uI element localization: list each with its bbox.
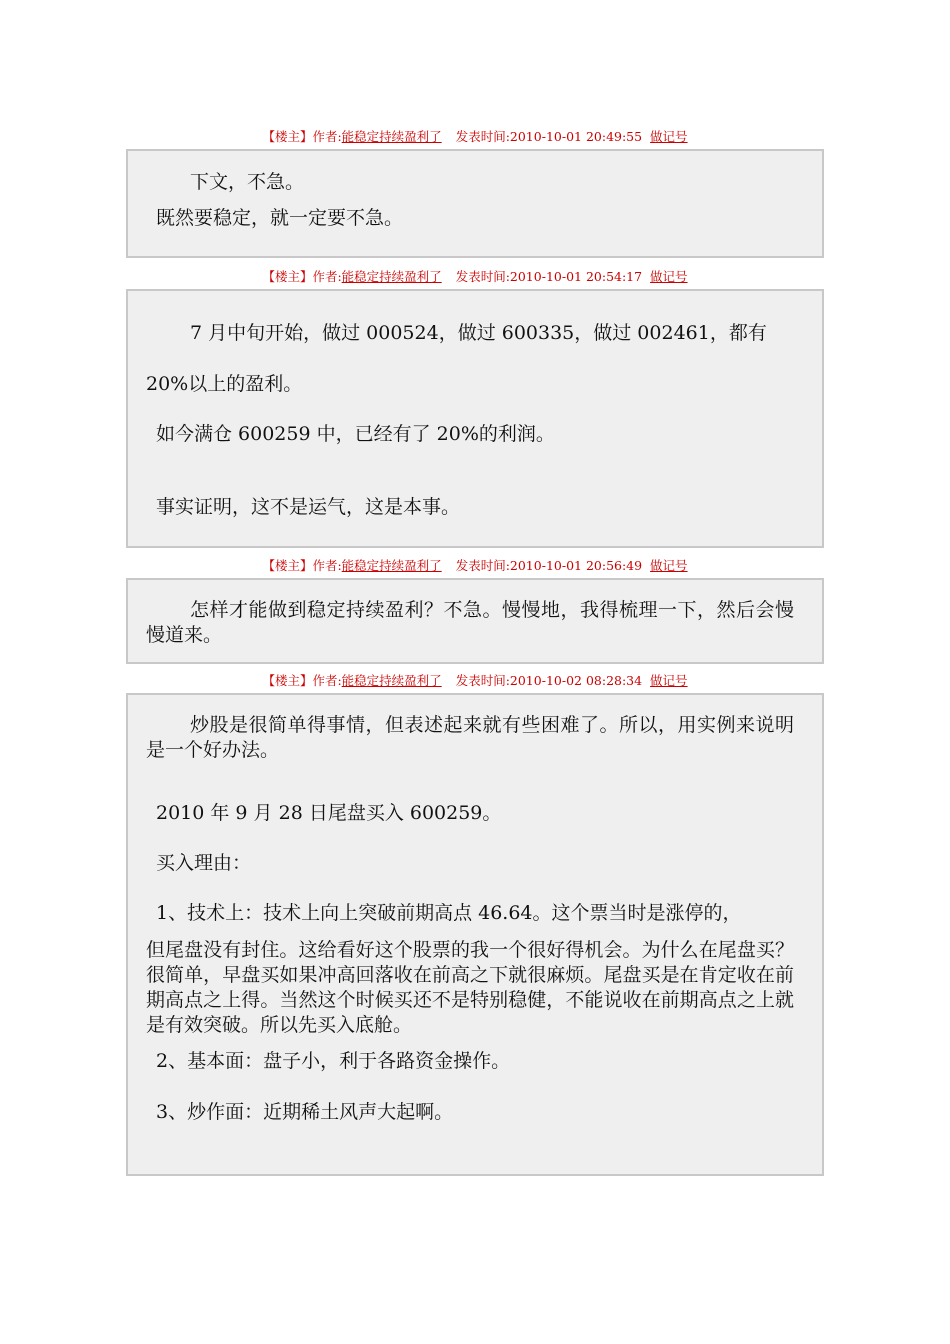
- post-line: 7 月中旬开始，做过 000524，做过 600335，做过 002461，都有: [190, 322, 767, 344]
- post-line: 下文，不急。: [190, 171, 305, 193]
- post-paragraph: 炒股是很简单得事情，但表述起来就有些困难了。所以，用实例来说明是一个好办法。: [146, 714, 794, 761]
- post-time: 2010-10-01 20:54:17: [509, 269, 643, 284]
- post-line: 2010 年 9 月 28 日尾盘买入 600259。: [156, 802, 502, 824]
- author-label: 作者:: [312, 129, 342, 144]
- post-time: 2010-10-01 20:56:49: [509, 558, 643, 573]
- author-label: 作者:: [312, 558, 342, 573]
- post-body: [126, 149, 824, 258]
- post-header: [126, 673, 824, 689]
- bookmark-link[interactable]: 做记号: [650, 129, 688, 144]
- time-label: 发表时间:: [455, 558, 510, 573]
- post-line: 如今满仓 600259 中，已经有了 20%的利润。: [156, 423, 555, 445]
- post-tag: 【楼主】: [262, 129, 313, 144]
- post-line: 2、基本面：盘子小，利于各路资金操作。: [156, 1050, 511, 1072]
- post-header: [126, 269, 824, 285]
- post-paragraph: 但尾盘没有封住。这给看好这个股票的我一个很好得机会。为什么在尾盘买？很简单，早盘买如果冲高回落收在前高之下就很麻烦。尾盘买是在肯定收在前期高点之上得。当然这个时候买还不是特别稳健，不能说收在前期高点之上就是有效突破。所以先买入底舱。: [146, 939, 794, 1036]
- post-tag: 【楼主】: [262, 558, 313, 573]
- post-line: 3、炒作面：近期稀土风声大起啊。: [156, 1101, 454, 1123]
- post-body: [126, 578, 824, 664]
- post-tag: 【楼主】: [262, 269, 313, 284]
- bookmark-link[interactable]: 做记号: [650, 269, 688, 284]
- author-label: 作者:: [312, 269, 342, 284]
- time-label: 发表时间:: [455, 673, 510, 688]
- post-header: [126, 129, 824, 145]
- post-paragraph: 怎样才能做到稳定持续盈利？不急。慢慢地，我得梳理一下，然后会慢慢道来。: [146, 599, 794, 646]
- bookmark-link[interactable]: 做记号: [650, 558, 688, 573]
- author-link[interactable]: 能稳定持续盈利了: [341, 673, 442, 688]
- post-line: 事实证明，这不是运气，这是本事。: [156, 496, 461, 518]
- bookmark-link[interactable]: 做记号: [650, 673, 688, 688]
- author-link[interactable]: 能稳定持续盈利了: [341, 558, 442, 573]
- post-header: [126, 558, 824, 574]
- post-line: 1、技术上：技术上向上突破前期高点 46.64。这个票当时是涨停的，: [156, 902, 742, 924]
- post-line: 既然要稳定，就一定要不急。: [156, 207, 404, 229]
- post-body: [126, 693, 824, 1176]
- time-label: 发表时间:: [455, 269, 510, 284]
- author-link[interactable]: 能稳定持续盈利了: [341, 269, 442, 284]
- post-line: 20%以上的盈利。: [146, 373, 303, 395]
- post-tag: 【楼主】: [262, 673, 313, 688]
- post-body: [126, 289, 824, 548]
- author-label: 作者:: [312, 673, 342, 688]
- author-link[interactable]: 能稳定持续盈利了: [341, 129, 442, 144]
- post-line: 买入理由：: [156, 852, 252, 874]
- post-time: 2010-10-02 08:28:34: [509, 673, 643, 688]
- post-time: 2010-10-01 20:49:55: [509, 129, 643, 144]
- time-label: 发表时间:: [455, 129, 510, 144]
